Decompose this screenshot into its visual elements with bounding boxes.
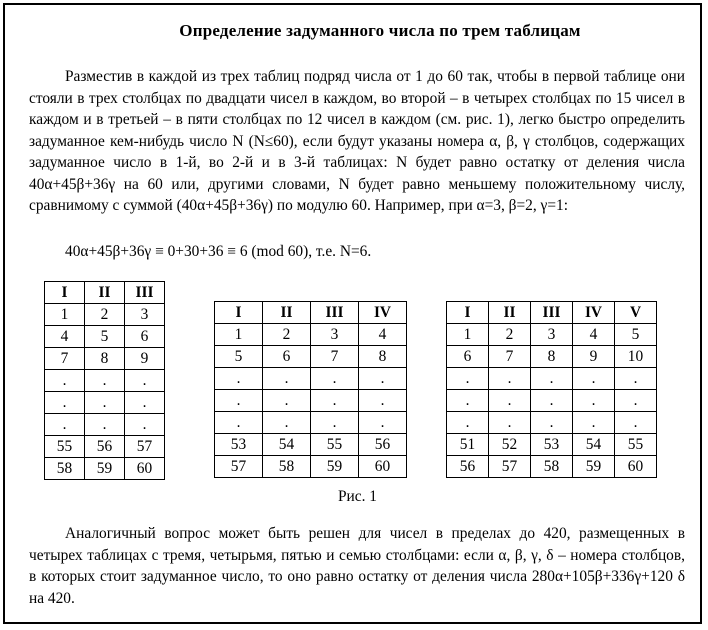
table-cell: .	[85, 392, 125, 414]
table-cell: .	[489, 412, 531, 434]
paragraph-conclusion: Аналогичный вопрос может быть решен для чисел в пределах до 420, размещенных в четырех таблицах с тремя, четырьмя, пятью и семью столбцами: если α, β, γ, δ – номера столбцов, в которых стоит задуманное число, то оно равно остатку от деления числа 280α+105β+336γ+120 δ на 420.	[29, 525, 685, 607]
table-cell: 59	[311, 456, 359, 478]
column-header: I	[215, 302, 263, 324]
table-cell: 6	[263, 346, 311, 368]
table-cell: 10	[615, 346, 657, 368]
table-cell: .	[45, 414, 85, 436]
table-cell: .	[311, 412, 359, 434]
table-cell: 57	[215, 456, 263, 478]
table-cell: 4	[573, 324, 615, 346]
table-header-row	[215, 302, 407, 324]
paragraph-intro: Разместив в каждой из трех таблиц подряд числа от 1 до 60 так, чтобы в первой таблице они стояли в трех столбцах по двадцати чисел в каждом, во второй – в четырех столбцах по 15 чисел в каждом и в третьей – в пяти столбцах по 12 чисел в каждом (см. рис. 1), легко быстро определить задуманное кем-нибудь число N (N≤60), если будут указаны номера α, β, γ столбцов, содержащих задуманное число в 1-й, во 2-й и в 3-й таблицах: N будет равно остатку от деления числа 40α+45β+36γ на 60 или, другими словами, N будет равно меньшему положительному числу, сравнимому с суммой (40α+45β+36γ) по модулю 60. Например, при α=3, β=2, γ=1:	[29, 68, 685, 214]
table-row	[45, 326, 165, 348]
table-cell: 58	[531, 456, 573, 478]
table-cell: 4	[359, 324, 407, 346]
table-cell: 51	[447, 434, 489, 456]
table-cell: .	[573, 412, 615, 434]
table-cell: 53	[531, 434, 573, 456]
table-row	[45, 370, 165, 392]
table-cell: 1	[447, 324, 489, 346]
number-table-1	[44, 281, 165, 480]
table-row	[45, 392, 165, 414]
table-cell: .	[359, 368, 407, 390]
table-row	[447, 412, 657, 434]
table-cell: 55	[615, 434, 657, 456]
table-cell: .	[447, 390, 489, 412]
table-cell: .	[215, 412, 263, 434]
column-header: IV	[573, 302, 615, 324]
table-cell: 5	[85, 326, 125, 348]
table-cell: 7	[45, 348, 85, 370]
document-page	[3, 3, 702, 624]
column-header: III	[311, 302, 359, 324]
table-cell: .	[125, 392, 165, 414]
table-row	[447, 346, 657, 368]
example-formula: 40α+45β+36γ ≡ 0+30+36 ≡ 6 (mod 60), т.е. N=6.	[65, 243, 372, 260]
table-cell: 7	[311, 346, 359, 368]
table-cell: 5	[615, 324, 657, 346]
table-cell: .	[615, 412, 657, 434]
number-table-3	[446, 301, 657, 478]
table-row	[45, 348, 165, 370]
column-header: V	[615, 302, 657, 324]
table-cell: .	[45, 392, 85, 414]
table-cell: 56	[447, 456, 489, 478]
table-cell: .	[489, 368, 531, 390]
table-cell: 3	[125, 304, 165, 326]
table-cell: 56	[85, 436, 125, 458]
table-cell: .	[85, 414, 125, 436]
table-row	[45, 458, 165, 480]
table-cell: .	[85, 370, 125, 392]
table-cell: 1	[215, 324, 263, 346]
table-cell: 52	[489, 434, 531, 456]
column-header: II	[489, 302, 531, 324]
table-cell: .	[615, 368, 657, 390]
table-cell: 58	[263, 456, 311, 478]
column-header: IV	[359, 302, 407, 324]
table-cell: .	[531, 412, 573, 434]
table-cell: 8	[359, 346, 407, 368]
table-header-row	[45, 282, 165, 304]
table-header-row	[447, 302, 657, 324]
table-cell: .	[215, 368, 263, 390]
table-cell: 8	[85, 348, 125, 370]
table-cell: 2	[263, 324, 311, 346]
table-cell: .	[125, 414, 165, 436]
table-cell: 60	[359, 456, 407, 478]
table-cell: 6	[447, 346, 489, 368]
table-row	[215, 434, 407, 456]
table-row	[45, 436, 165, 458]
table-cell: 60	[125, 458, 165, 480]
table-row	[215, 368, 407, 390]
table-cell: .	[263, 368, 311, 390]
column-header: III	[531, 302, 573, 324]
table-cell: 55	[45, 436, 85, 458]
table-row	[215, 456, 407, 478]
table-row	[447, 368, 657, 390]
table-cell: .	[531, 390, 573, 412]
table-cell: 54	[263, 434, 311, 456]
table-cell: 9	[125, 348, 165, 370]
table-cell: .	[45, 370, 85, 392]
table-cell: .	[447, 412, 489, 434]
table-cell: 5	[215, 346, 263, 368]
table-cell: 57	[489, 456, 531, 478]
table-cell: 4	[45, 326, 85, 348]
table-cell: .	[573, 390, 615, 412]
table-cell: .	[489, 390, 531, 412]
table-cell: 58	[45, 458, 85, 480]
table-cell: .	[215, 390, 263, 412]
table-cell: 55	[311, 434, 359, 456]
number-table-2	[214, 301, 407, 478]
table-cell: 7	[489, 346, 531, 368]
column-header: II	[85, 282, 125, 304]
table-cell: 54	[573, 434, 615, 456]
table-cell: 3	[311, 324, 359, 346]
table-row	[447, 434, 657, 456]
table-row	[215, 390, 407, 412]
table-cell: .	[263, 412, 311, 434]
document-title: Определение задуманного числа по трем таблицам	[179, 21, 581, 40]
table-cell: .	[263, 390, 311, 412]
table-cell: .	[311, 368, 359, 390]
table-cell: 2	[489, 324, 531, 346]
table-cell: .	[125, 370, 165, 392]
table-cell: 3	[531, 324, 573, 346]
table-cell: .	[531, 368, 573, 390]
table-cell: 60	[615, 456, 657, 478]
table-cell: .	[311, 390, 359, 412]
figure-caption: Рис. 1	[337, 488, 378, 505]
table-cell: .	[615, 390, 657, 412]
table-cell: .	[359, 390, 407, 412]
table-row	[45, 304, 165, 326]
table-cell: .	[573, 368, 615, 390]
table-cell: 2	[85, 304, 125, 326]
table-cell: 8	[531, 346, 573, 368]
table-row	[447, 456, 657, 478]
table-row	[215, 324, 407, 346]
table-cell: 59	[573, 456, 615, 478]
table-row	[215, 346, 407, 368]
table-row	[447, 390, 657, 412]
table-row	[215, 412, 407, 434]
table-cell: 9	[573, 346, 615, 368]
table-cell: .	[447, 368, 489, 390]
table-cell: 53	[215, 434, 263, 456]
table-cell: 57	[125, 436, 165, 458]
table-cell: 59	[85, 458, 125, 480]
column-header: I	[447, 302, 489, 324]
column-header: III	[125, 282, 165, 304]
column-header: I	[45, 282, 85, 304]
table-row	[45, 414, 165, 436]
table-cell: 6	[125, 326, 165, 348]
table-cell: 56	[359, 434, 407, 456]
column-header: II	[263, 302, 311, 324]
table-cell: 1	[45, 304, 85, 326]
table-cell: .	[359, 412, 407, 434]
table-row	[447, 324, 657, 346]
